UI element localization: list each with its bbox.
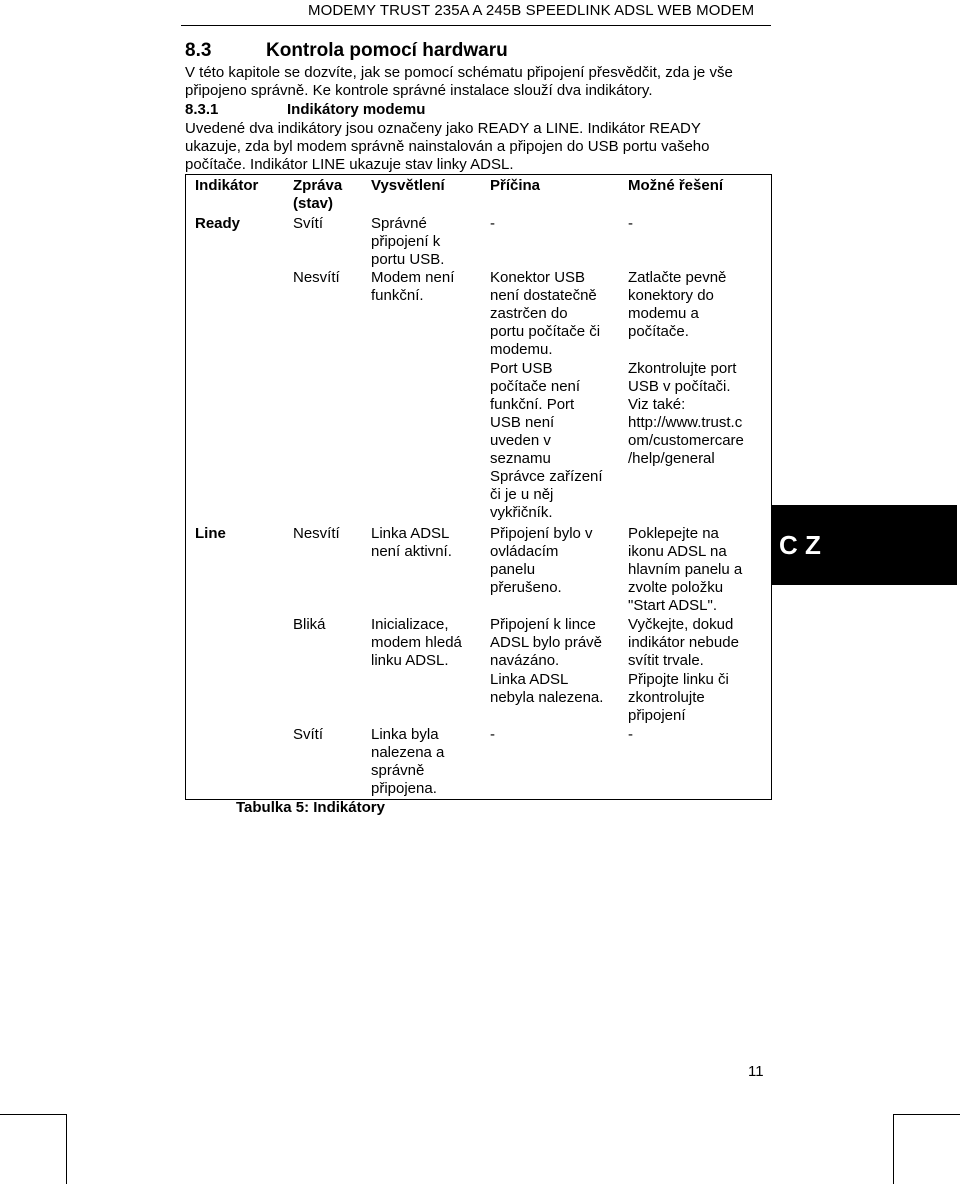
section-para-line: V této kapitole se dozvíte, jak se pomocí schématu připojení přesvědčit, zda je vše [185,64,733,81]
section-title: Kontrola pomocí hardwaru [266,40,508,61]
row-cause-line: navázáno. [490,652,560,669]
row-cause-line: nebyla nalezena. [490,689,604,706]
row-cause-line: seznamu [490,450,551,467]
row-solution-line: zkontrolujte [628,689,705,706]
row-indicator: Ready [195,215,241,232]
row-solution-line: http://www.trust.c [628,414,743,431]
row-explanation-line: správně [371,762,425,779]
row-solution-line: USB v počítači. [628,378,731,395]
header-indicator: Indikátor [195,177,259,194]
row-cause-line: uveden v [490,432,551,449]
row-solution-line: Poklepejte na [628,525,719,542]
row-cause-line: Linka ADSL [490,671,569,688]
language-tab-label: C Z [779,529,821,560]
row-solution-line: hlavním panelu a [628,561,743,578]
row-cause-line: Připojení k lince [490,616,596,633]
row-solution-line: om/customercare [628,432,744,449]
row-message: Nesvítí [293,269,340,286]
subsection-para-line: Uvedené dva indikátory jsou označeny jako READY a LINE. Indikátor READY [185,120,701,137]
row-cause-line: Připojení bylo v [490,525,593,542]
row-solution-line: zvolte položku [628,579,724,596]
row-cause-line: Správce zařízení [490,468,603,485]
row-cause-line: zastrčen do [490,305,568,322]
row-solution-line: Vyčkejte, dokud [628,616,734,633]
row-cause-line: vykřičník. [490,504,553,521]
row-solution-line: "Start ADSL". [628,597,718,614]
row-cause-line: portu počítače či [490,323,601,340]
crop-mark [0,1114,66,1115]
row-cause-line: ovládacím [490,543,559,560]
table-caption: Tabulka 5: Indikátory [236,799,385,816]
row-solution-line: konektory do [628,287,714,304]
row-message: Svítí [293,726,324,743]
subsection-para-line: počítače. Indikátor LINE ukazuje stav linky ADSL. [185,156,514,173]
row-solution-line: - [628,726,633,743]
row-solution-line: Připojte linku či [628,671,729,688]
row-explanation-line: linku ADSL. [371,652,449,669]
row-cause-line: panelu [490,561,536,578]
crop-mark [893,1114,960,1115]
subsection-title: Indikátory modemu [287,101,426,118]
row-cause-line: funkční. Port [490,396,575,413]
header-explanation: Vysvětlení [371,177,445,194]
row-explanation-line: Správné [371,215,427,232]
row-solution-line: indikátor nebude [628,634,739,651]
header-cause: Příčina [490,177,541,194]
row-cause-line: Konektor USB [490,269,586,286]
row-solution-line: připojení [628,707,686,724]
language-tab [771,505,957,585]
header-rule [181,25,771,26]
row-solution-line: ikonu ADSL na [628,543,727,560]
row-solution-line: Zatlačte pevně [628,269,727,286]
row-solution-line: počítače. [628,323,689,340]
row-explanation-line: připojení k [371,233,441,250]
row-explanation-line: portu USB. [371,251,445,268]
crop-mark [66,1114,67,1184]
row-explanation-line: modem hledá [371,634,462,651]
row-explanation-line: Inicializace, [371,616,449,633]
crop-mark [893,1114,894,1184]
row-message: Nesvítí [293,525,340,542]
row-indicator: Line [195,525,226,542]
row-explanation-line: Linka byla [371,726,439,743]
section-number: 8.3 [185,40,212,61]
row-cause-line: modemu. [490,341,553,358]
header-message-state: (stav) [293,195,334,212]
subsection-number: 8.3.1 [185,101,219,118]
row-solution-line: Zkontrolujte port [628,360,737,377]
row-message: Svítí [293,215,324,232]
row-cause-line: přerušeno. [490,579,562,596]
page-number: 11 [748,1063,764,1080]
row-explanation-line: funkční. [371,287,424,304]
row-solution-line: Viz také: [628,396,686,413]
row-solution-line: /help/general [628,450,715,467]
running-header: MODEMY TRUST 235A A 245B SPEEDLINK ADSL WEB MODEM [308,2,755,19]
row-cause-line: - [490,726,495,743]
row-cause-line: počítače není [490,378,581,395]
row-explanation-line: Modem není [371,269,455,286]
row-cause-line: Port USB [490,360,553,377]
row-cause-line: USB není [490,414,555,431]
header-message: Zpráva [293,177,343,194]
row-solution-line: - [628,215,633,232]
row-solution-line: modemu a [628,305,699,322]
row-cause-line: není dostatečně [490,287,597,304]
row-cause-line: - [490,215,495,232]
row-solution-line: svítit trvale. [628,652,704,669]
row-explanation-line: Linka ADSL [371,525,450,542]
subsection-para-line: ukazuje, zda byl modem správně nainstalován a připojen do USB portu vašeho [185,138,710,155]
section-para-line: připojeno správně. Ke kontrole správné instalace slouží dva indikátory. [185,82,653,99]
row-explanation-line: nalezena a [371,744,445,761]
row-explanation-line: připojena. [371,780,437,797]
row-cause-line: či je u něj [490,486,554,503]
row-explanation-line: není aktivní. [371,543,452,560]
row-cause-line: ADSL bylo právě [490,634,603,651]
header-solution: Možné řešení [628,177,724,194]
row-message: Bliká [293,616,326,633]
